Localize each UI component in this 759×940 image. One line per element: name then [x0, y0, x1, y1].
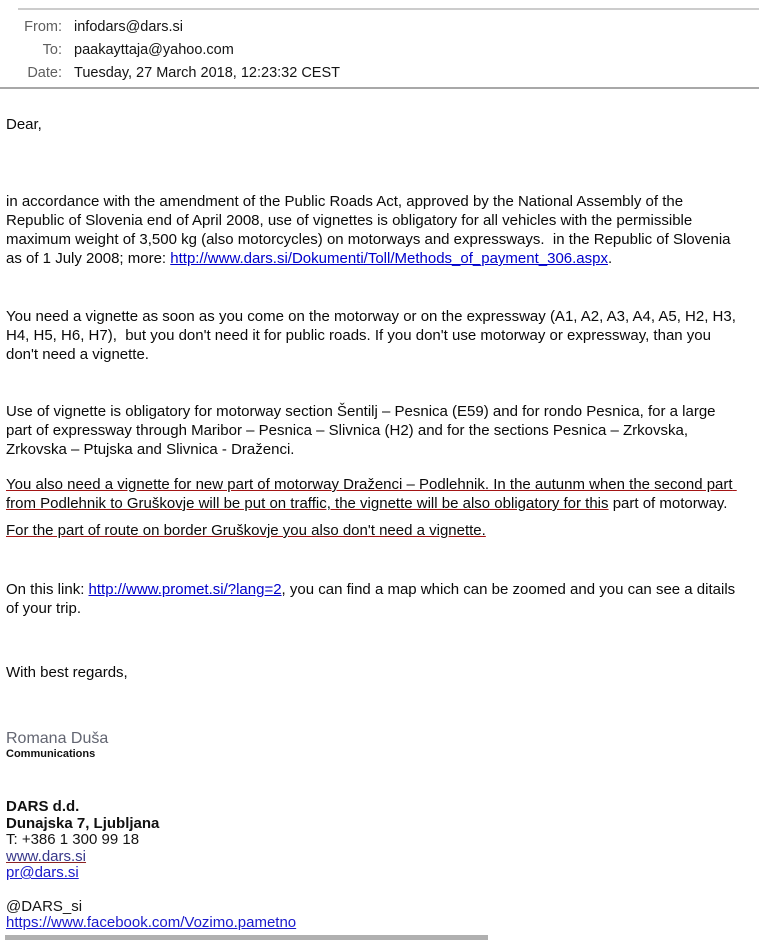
- to-label: To:: [42, 42, 62, 58]
- paragraph-vignette-need: You need a vignette as soon as you come on the motorway or on the expressway (A1, A2, A3, A4, A5, H2, H3, H4, H5, H6, H7), but you don't need it for public roads. If you don't use motorway or expressway, than you don't need a vignette.: [6, 308, 741, 363]
- from-label: From:: [24, 19, 62, 35]
- date-value: Tuesday, 27 March 2018, 12:23:32 CEST: [74, 65, 340, 81]
- signature-website-link[interactable]: www.dars.si: [6, 847, 87, 865]
- date-row: [0, 62, 759, 85]
- signature-company: DARS d.d.: [6, 798, 80, 815]
- map-link-intro: On this link:: [6, 581, 89, 598]
- promet-map-link[interactable]: http://www.promet.si/?lang=2: [88, 581, 282, 598]
- new-part-plain-text: part of motorway.: [608, 495, 728, 512]
- header-bottom-divider: [0, 87, 759, 89]
- from-row: [0, 16, 759, 39]
- email-header: [0, 0, 759, 89]
- signature-name: Romana Duša: [6, 730, 109, 747]
- bottom-divider: [5, 935, 488, 940]
- dars-payment-link[interactable]: http://www.dars.si/Dokumenti/Toll/Methods_of_payment_306.aspx: [170, 250, 608, 267]
- paragraph-border-gruskovje: For the part of route on border Gruškovje you also don't need a vignette.: [6, 522, 486, 539]
- map-link-tail: , you can find a map which can be zoomed and you can see a ditails of your trip.: [6, 581, 740, 617]
- header-fields: [0, 10, 759, 87]
- paragraph-map-link: [6, 580, 739, 618]
- underlined-new-part-text: You also need a vignette for new part of motorway Draženci – Podlehnik. In the autunm when the second part from Podlehnik to Gruškovje will be put on traffic, the vignette will be also obligatory for this: [6, 476, 737, 512]
- date-label: Date:: [27, 65, 62, 81]
- signature-title: Communications: [6, 748, 96, 760]
- to-row: [0, 39, 759, 62]
- closing-line: With best regards,: [6, 664, 128, 681]
- to-address: paakayttaja@yahoo.com: [74, 42, 234, 58]
- signature-facebook-link[interactable]: https://www.facebook.com/Vozimo.pametno: [6, 914, 297, 931]
- signature-company-block: [6, 799, 739, 882]
- paragraph-motorway-sections: Use of vignette is obligatory for motorway section Šentilj – Pesnica (E59) and for rondo Pesnica, for a large part of expressway through Maribor – Pesnica – Slivnica (H2) and for the sections Pesnica – Zrkovska, Zrkovska – Ptujska and Slivnica - Draženci.: [6, 403, 720, 458]
- salutation: Dear,: [6, 116, 42, 133]
- paragraph-roads-act-text: in accordance with the amendment of the Public Roads Act, approved by the National Assembly of the Republic of Slovenia end of April 2008, use of vignettes is obligatory for all vehicles with the permissible maximum weight of 3,500 kg (also motorcycles) on motorways and expressways. in the Republic of Slovenia as of 1 July 2008; more:: [6, 193, 735, 267]
- paragraph-roads-act: [6, 192, 739, 268]
- signature-phone: T: +386 1 300 99 18: [6, 831, 140, 848]
- paragraph-roads-act-period: .: [608, 250, 613, 267]
- signature-email-link[interactable]: pr@dars.si: [6, 864, 79, 881]
- from-address: infodars@dars.si: [74, 19, 184, 35]
- signature-social-block: [6, 899, 739, 932]
- signature-twitter-handle: @DARS_si: [6, 897, 83, 915]
- email-body: [0, 115, 759, 932]
- paragraph-new-motorway-part: [6, 475, 739, 513]
- signature-address: Dunajska 7, Ljubljana: [6, 814, 160, 832]
